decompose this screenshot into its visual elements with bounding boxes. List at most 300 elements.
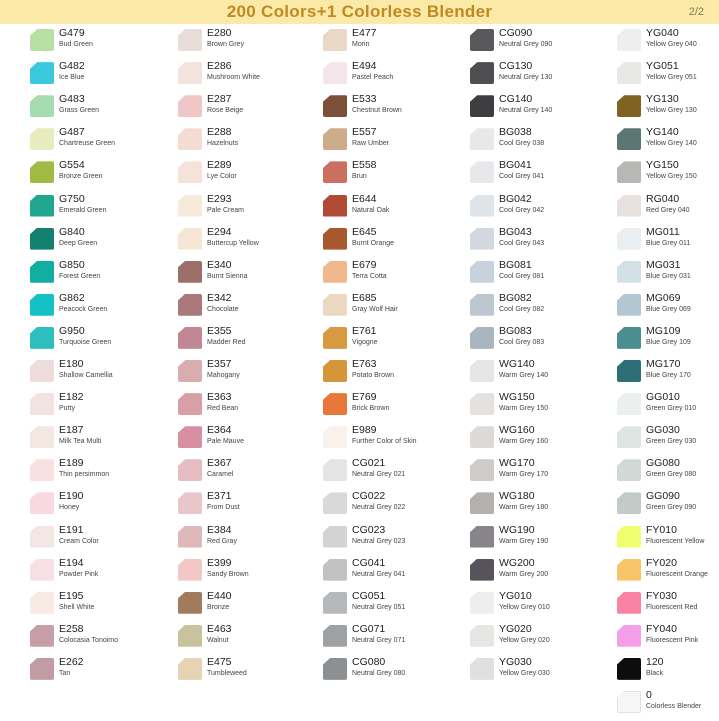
color-swatch-item bbox=[178, 26, 318, 59]
color-name: Blue Grey 109 bbox=[646, 338, 691, 346]
color-swatch-item bbox=[30, 258, 170, 291]
color-swatch-item bbox=[323, 92, 463, 125]
color-swatch-item bbox=[178, 489, 318, 522]
color-swatch-item bbox=[323, 225, 463, 258]
color-code: YG030 bbox=[499, 655, 532, 668]
color-swatch-item bbox=[470, 523, 610, 556]
color-name: Warm Grey 180 bbox=[499, 504, 549, 512]
color-name: Chestnut Brown bbox=[352, 107, 402, 115]
color-swatch-item bbox=[617, 622, 719, 655]
color-swatch bbox=[470, 658, 494, 680]
color-swatch bbox=[617, 625, 641, 647]
color-swatch-item bbox=[178, 622, 318, 655]
color-code: WG140 bbox=[499, 358, 535, 370]
color-swatch-item bbox=[323, 158, 463, 191]
color-name: Ice Blue bbox=[59, 74, 85, 82]
color-code: E357 bbox=[207, 358, 232, 370]
color-swatch-item bbox=[178, 291, 318, 324]
color-swatch-item bbox=[323, 258, 463, 291]
color-swatch-item bbox=[30, 59, 170, 92]
color-code: E262 bbox=[59, 655, 84, 668]
color-name: Neutral Grey 080 bbox=[352, 669, 406, 677]
color-code: G483 bbox=[59, 93, 85, 106]
color-name: Pale Cream bbox=[207, 206, 244, 214]
color-swatch-item bbox=[470, 390, 610, 423]
color-name: Grass Green bbox=[59, 107, 100, 115]
color-swatch bbox=[30, 559, 54, 581]
color-code: BG083 bbox=[499, 324, 532, 337]
color-swatch bbox=[470, 195, 494, 217]
color-name: Hazelnuts bbox=[207, 140, 239, 148]
color-swatch-item bbox=[178, 655, 318, 688]
color-swatch bbox=[323, 426, 347, 448]
color-swatch-item bbox=[470, 92, 610, 125]
color-name: Burnt Orange bbox=[352, 239, 395, 247]
color-name: Cool Grey 081 bbox=[499, 272, 545, 280]
color-swatch bbox=[617, 228, 641, 250]
color-code: CG051 bbox=[352, 589, 386, 602]
color-name: Warm Grey 200 bbox=[499, 570, 549, 578]
color-swatch bbox=[470, 459, 494, 481]
color-name: Terra Cotta bbox=[352, 272, 387, 280]
color-code: WG180 bbox=[499, 490, 535, 503]
color-swatch bbox=[617, 658, 641, 680]
color-code: E289 bbox=[207, 159, 232, 172]
color-swatch bbox=[178, 128, 202, 150]
color-name: Bud Green bbox=[59, 41, 93, 48]
color-code: E364 bbox=[207, 424, 232, 437]
color-name: Blue Grey 170 bbox=[646, 372, 691, 379]
color-code: WG190 bbox=[499, 523, 535, 536]
color-swatch bbox=[470, 360, 494, 382]
color-code: E195 bbox=[59, 589, 84, 602]
color-swatch bbox=[178, 327, 202, 349]
color-code: E342 bbox=[207, 291, 232, 304]
color-swatch bbox=[323, 62, 347, 84]
color-name: Brick Brown bbox=[352, 405, 390, 413]
color-code: E371 bbox=[207, 490, 232, 503]
color-swatch-item bbox=[470, 258, 610, 291]
color-swatch-item bbox=[30, 192, 170, 225]
color-code: MG011 bbox=[646, 225, 680, 238]
color-swatch-item bbox=[178, 456, 318, 489]
color-name: Yellow Grey 140 bbox=[646, 140, 697, 148]
color-code: E558 bbox=[352, 159, 377, 172]
color-code: RG040 bbox=[646, 192, 680, 205]
color-name: Yellow Grey 010 bbox=[499, 603, 550, 611]
color-swatch bbox=[617, 62, 641, 84]
color-swatch-item bbox=[470, 556, 610, 589]
color-swatch bbox=[617, 195, 641, 217]
color-name: Neutral Grey 090 bbox=[499, 41, 553, 48]
color-swatch-item bbox=[30, 158, 170, 191]
color-swatch bbox=[30, 492, 54, 514]
color-swatch-item bbox=[323, 26, 463, 59]
color-code: CG021 bbox=[352, 457, 386, 470]
color-code: BG043 bbox=[499, 225, 532, 238]
color-name: Yellow Grey 020 bbox=[499, 636, 550, 644]
color-code: YG010 bbox=[499, 589, 532, 602]
color-code: E286 bbox=[207, 60, 232, 73]
color-name: Cream Color bbox=[59, 537, 99, 545]
color-code: MG031 bbox=[646, 258, 681, 271]
color-swatch-item bbox=[617, 225, 719, 258]
color-swatch-item bbox=[470, 423, 610, 456]
color-name: Pastel Peach bbox=[352, 74, 394, 82]
color-swatch bbox=[470, 526, 494, 548]
color-code: E644 bbox=[352, 192, 377, 205]
color-swatch bbox=[30, 459, 54, 481]
color-name: Yellow Grey 030 bbox=[499, 669, 550, 677]
color-swatch bbox=[178, 95, 202, 117]
color-name: Fluorescent Pink bbox=[646, 636, 699, 644]
color-swatch bbox=[323, 393, 347, 415]
color-code: YG150 bbox=[646, 159, 679, 172]
color-code: E355 bbox=[207, 324, 232, 337]
color-swatch-item bbox=[617, 357, 719, 390]
color-swatch-item bbox=[617, 489, 719, 522]
color-name: Vigogne bbox=[352, 338, 378, 346]
color-name: Emerald Green bbox=[59, 206, 107, 214]
color-swatch bbox=[617, 327, 641, 349]
color-name: Honey bbox=[59, 504, 80, 512]
color-code: E293 bbox=[207, 192, 232, 205]
color-swatch-item bbox=[30, 589, 170, 622]
color-code: MG170 bbox=[646, 358, 681, 370]
color-swatch bbox=[30, 228, 54, 250]
color-swatch-item bbox=[470, 192, 610, 225]
color-swatch-item bbox=[323, 291, 463, 324]
color-name: Green Grey 030 bbox=[646, 438, 697, 446]
color-swatch bbox=[30, 360, 54, 382]
color-name: Pale Mauve bbox=[207, 438, 244, 446]
color-code: G482 bbox=[59, 60, 85, 73]
color-swatch-item bbox=[178, 125, 318, 158]
color-code: MG069 bbox=[646, 291, 681, 304]
color-code: CG022 bbox=[352, 490, 386, 503]
color-swatch bbox=[323, 128, 347, 150]
color-swatch bbox=[617, 592, 641, 614]
color-swatch-item bbox=[30, 456, 170, 489]
color-swatch-item bbox=[470, 158, 610, 191]
color-name: Walnut bbox=[207, 636, 229, 644]
color-code: CG080 bbox=[352, 655, 386, 668]
color-name: From Dust bbox=[207, 504, 240, 512]
color-name: Cool Grey 041 bbox=[499, 173, 545, 181]
color-code: E679 bbox=[352, 258, 377, 271]
color-name: Milk Tea Multi bbox=[59, 438, 102, 446]
color-code: E280 bbox=[207, 27, 232, 39]
color-swatch bbox=[470, 62, 494, 84]
color-code: G862 bbox=[59, 291, 85, 304]
color-name: Cool Grey 082 bbox=[499, 305, 545, 313]
color-name: Potato Brown bbox=[352, 372, 395, 379]
color-swatch-item bbox=[470, 26, 610, 59]
color-swatch-item bbox=[323, 423, 463, 456]
color-swatch-item bbox=[470, 59, 610, 92]
title-banner bbox=[0, 0, 719, 24]
color-swatch bbox=[30, 195, 54, 217]
color-name: Sandy Brown bbox=[207, 570, 249, 578]
color-swatch bbox=[30, 29, 54, 51]
color-code: E477 bbox=[352, 27, 377, 39]
color-swatch bbox=[323, 294, 347, 316]
color-code: GG090 bbox=[646, 490, 680, 503]
color-name: Lye Color bbox=[207, 173, 237, 181]
color-swatch-item bbox=[470, 291, 610, 324]
color-code: G950 bbox=[59, 324, 85, 337]
color-swatch bbox=[470, 426, 494, 448]
color-swatch bbox=[617, 29, 641, 51]
color-swatch bbox=[617, 161, 641, 183]
color-name: Putty bbox=[59, 405, 75, 413]
color-name: Red Grey 040 bbox=[646, 206, 690, 214]
color-swatch bbox=[617, 691, 641, 713]
color-swatch bbox=[323, 360, 347, 382]
color-swatch bbox=[30, 592, 54, 614]
color-name: Blue Grey 069 bbox=[646, 305, 691, 313]
color-swatch-item bbox=[617, 324, 719, 357]
color-name: Neutral Grey 051 bbox=[352, 603, 406, 611]
color-code: WG200 bbox=[499, 556, 535, 569]
color-swatch-item bbox=[617, 523, 719, 556]
color-swatch-item bbox=[30, 556, 170, 589]
color-code: E494 bbox=[352, 60, 377, 73]
color-code: E187 bbox=[59, 424, 84, 437]
color-swatch bbox=[617, 426, 641, 448]
color-name: Raw Umber bbox=[352, 140, 389, 148]
color-name: Cool Grey 083 bbox=[499, 338, 545, 346]
color-name: Green Grey 090 bbox=[646, 504, 697, 512]
color-swatch-grid bbox=[0, 26, 719, 719]
color-code: CG041 bbox=[352, 556, 386, 569]
color-swatch bbox=[178, 393, 202, 415]
color-name: Red Gray bbox=[207, 537, 237, 545]
color-name: Colorless Blender bbox=[646, 703, 702, 710]
color-swatch bbox=[470, 492, 494, 514]
color-code: CG130 bbox=[499, 60, 533, 73]
color-swatch-item bbox=[323, 357, 463, 390]
color-swatch bbox=[470, 228, 494, 250]
color-name: Forest Green bbox=[59, 272, 101, 280]
color-swatch bbox=[470, 625, 494, 647]
color-code: BG041 bbox=[499, 159, 532, 172]
color-swatch bbox=[617, 492, 641, 514]
color-name: Blue Grey 031 bbox=[646, 272, 691, 280]
color-swatch bbox=[323, 228, 347, 250]
color-name: Fluorescent Orange bbox=[646, 570, 708, 578]
color-swatch bbox=[178, 492, 202, 514]
color-swatch bbox=[470, 128, 494, 150]
page-title: 200 Colors+1 Colorless Blender bbox=[226, 2, 493, 21]
color-name: Neutral Grey 041 bbox=[352, 570, 406, 578]
color-code: GG010 bbox=[646, 391, 680, 404]
color-swatch bbox=[323, 327, 347, 349]
color-code: E194 bbox=[59, 556, 84, 569]
color-swatch bbox=[178, 360, 202, 382]
color-swatch-item bbox=[30, 655, 170, 688]
color-swatch bbox=[30, 393, 54, 415]
color-swatch bbox=[617, 393, 641, 415]
color-name: Morin bbox=[352, 41, 370, 48]
color-name: Brown Grey bbox=[207, 41, 244, 48]
color-code: WG170 bbox=[499, 457, 535, 470]
color-swatch bbox=[178, 459, 202, 481]
color-swatch bbox=[30, 658, 54, 680]
color-swatch bbox=[30, 161, 54, 183]
color-name: Cool Grey 043 bbox=[499, 239, 545, 247]
color-name: Gray Wolf Hair bbox=[352, 305, 398, 313]
color-name: Tan bbox=[59, 669, 71, 677]
color-code: E475 bbox=[207, 655, 232, 668]
color-code: E287 bbox=[207, 93, 232, 106]
color-swatch-item bbox=[323, 489, 463, 522]
color-swatch bbox=[470, 261, 494, 283]
color-swatch bbox=[470, 327, 494, 349]
color-name: Cool Grey 042 bbox=[499, 206, 545, 214]
color-swatch bbox=[178, 426, 202, 448]
color-swatch-item bbox=[30, 390, 170, 423]
color-swatch bbox=[470, 161, 494, 183]
color-swatch-item bbox=[323, 523, 463, 556]
color-name: Chocolate bbox=[207, 305, 239, 313]
color-swatch-item bbox=[617, 192, 719, 225]
color-code: G840 bbox=[59, 225, 85, 238]
color-name: Neutral Grey 130 bbox=[499, 74, 553, 82]
color-name: Caramel bbox=[207, 471, 234, 479]
color-code: BG082 bbox=[499, 291, 532, 304]
color-code: E363 bbox=[207, 391, 232, 404]
color-swatch bbox=[323, 29, 347, 51]
color-swatch-item bbox=[617, 291, 719, 324]
color-swatch bbox=[470, 393, 494, 415]
color-name: Bronze Green bbox=[59, 173, 103, 181]
color-swatch-item bbox=[323, 556, 463, 589]
color-name: Warm Grey 170 bbox=[499, 471, 549, 479]
color-name: Red Bean bbox=[207, 405, 239, 413]
color-code: YG130 bbox=[646, 93, 679, 106]
color-swatch-item bbox=[617, 158, 719, 191]
color-swatch bbox=[470, 294, 494, 316]
color-code: E769 bbox=[352, 391, 377, 404]
color-name: Thin persimmon bbox=[59, 471, 110, 479]
color-name: Neutral Grey 021 bbox=[352, 471, 406, 479]
color-swatch-item bbox=[30, 26, 170, 59]
color-swatch bbox=[323, 559, 347, 581]
color-code: CG090 bbox=[499, 27, 533, 39]
color-swatch bbox=[178, 62, 202, 84]
color-swatch bbox=[30, 261, 54, 283]
color-swatch bbox=[323, 459, 347, 481]
color-code: E685 bbox=[352, 291, 377, 304]
color-name: Mahogany bbox=[207, 372, 240, 379]
color-name: Yellow Grey 040 bbox=[646, 41, 697, 48]
color-swatch bbox=[323, 161, 347, 183]
color-swatch-item bbox=[617, 688, 719, 721]
color-swatch-item bbox=[178, 192, 318, 225]
color-swatch-item bbox=[178, 324, 318, 357]
color-swatch bbox=[470, 95, 494, 117]
color-code: G554 bbox=[59, 159, 85, 172]
color-code: E763 bbox=[352, 358, 377, 370]
color-swatch-item bbox=[617, 26, 719, 59]
color-swatch-item bbox=[617, 556, 719, 589]
color-swatch-item bbox=[30, 523, 170, 556]
color-swatch bbox=[470, 29, 494, 51]
color-swatch bbox=[617, 128, 641, 150]
color-swatch-item bbox=[470, 456, 610, 489]
color-name: Burnt Sienna bbox=[207, 272, 248, 280]
color-swatch-item bbox=[178, 158, 318, 191]
color-swatch-item bbox=[323, 390, 463, 423]
color-swatch-item bbox=[617, 92, 719, 125]
color-swatch-item bbox=[178, 258, 318, 291]
color-swatch bbox=[323, 195, 347, 217]
color-code: 0 bbox=[646, 689, 652, 701]
color-swatch bbox=[30, 294, 54, 316]
color-code: CG140 bbox=[499, 93, 533, 106]
color-swatch-item bbox=[617, 456, 719, 489]
color-swatch-item bbox=[470, 655, 610, 688]
color-name: Warm Grey 140 bbox=[499, 372, 549, 379]
color-swatch-item bbox=[178, 556, 318, 589]
color-code: E191 bbox=[59, 523, 84, 536]
color-name: Neutral Grey 022 bbox=[352, 504, 406, 512]
color-swatch bbox=[30, 426, 54, 448]
color-code: E258 bbox=[59, 622, 84, 635]
color-swatch-item bbox=[178, 423, 318, 456]
color-swatch-item bbox=[470, 489, 610, 522]
color-code: FY040 bbox=[646, 622, 677, 635]
color-swatch bbox=[30, 327, 54, 349]
color-name: Shallow Camellia bbox=[59, 372, 113, 379]
color-swatch bbox=[30, 625, 54, 647]
color-swatch-item bbox=[178, 92, 318, 125]
color-swatch-item bbox=[617, 258, 719, 291]
color-swatch-item bbox=[30, 622, 170, 655]
color-code: BG038 bbox=[499, 126, 532, 139]
color-swatch-item bbox=[30, 357, 170, 390]
color-swatch-item bbox=[617, 589, 719, 622]
color-swatch-item bbox=[470, 357, 610, 390]
color-name: Black bbox=[646, 669, 664, 677]
color-swatch bbox=[178, 29, 202, 51]
color-swatch-item bbox=[323, 192, 463, 225]
color-code: G750 bbox=[59, 192, 85, 205]
color-swatch-item bbox=[30, 92, 170, 125]
color-swatch-item bbox=[30, 225, 170, 258]
color-swatch bbox=[178, 526, 202, 548]
color-name: Deep Green bbox=[59, 239, 98, 247]
color-code: GG030 bbox=[646, 424, 680, 437]
color-name: Yellow Grey 130 bbox=[646, 107, 697, 115]
color-code: E367 bbox=[207, 457, 232, 470]
color-name: Rose Beige bbox=[207, 107, 244, 115]
color-name: Natural Oak bbox=[352, 206, 390, 214]
color-swatch-item bbox=[178, 390, 318, 423]
color-swatch-item bbox=[470, 225, 610, 258]
color-code: MG109 bbox=[646, 324, 681, 337]
color-name: Brun bbox=[352, 173, 367, 181]
color-name: Neutral Grey 140 bbox=[499, 107, 553, 115]
color-code: 120 bbox=[646, 655, 664, 668]
color-code: YG140 bbox=[646, 126, 679, 139]
color-swatch bbox=[178, 625, 202, 647]
color-swatch-item bbox=[323, 456, 463, 489]
color-name: Neutral Grey 071 bbox=[352, 636, 406, 644]
color-code: FY020 bbox=[646, 556, 677, 569]
color-swatch bbox=[323, 625, 347, 647]
